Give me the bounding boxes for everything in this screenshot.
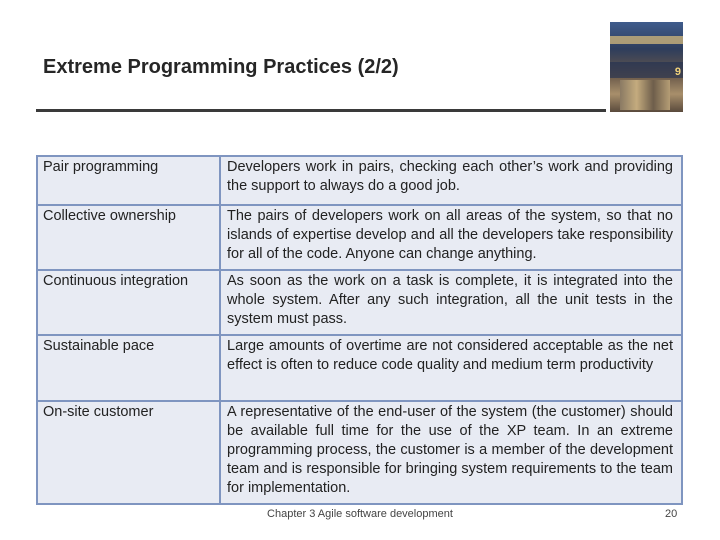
table-row <box>37 401 682 504</box>
table-row <box>37 335 682 401</box>
practice-description: Large amounts of overtime are not considered acceptable as the net effect is often to reduce code quality and medium term productivity <box>220 335 682 401</box>
slide-footer: Chapter 3 Agile software development <box>267 508 453 520</box>
practices-table <box>36 155 683 505</box>
practice-description: The pairs of developers work on all areas of the system, so that no islands of expertise develop and all the developers take responsibility for all of the code. Anyone can change anything. <box>220 205 682 270</box>
page-number: 20 <box>665 508 678 520</box>
cover-edition-number: 9 <box>674 66 681 78</box>
practice-name: Continuous integration <box>37 270 220 335</box>
book-cover-image <box>610 22 683 112</box>
practice-description: A representative of the end-user of the system (the customer) should be available full time for the use of the XP team. In an extreme programming process, the customer is a member of the development team and is responsible for bringing system requirements to the team for implementation. <box>220 401 682 504</box>
practice-name: Collective ownership <box>37 205 220 270</box>
practice-name: Pair programming <box>37 156 220 205</box>
cover-title-band <box>610 62 683 78</box>
table-row <box>37 270 682 335</box>
practice-description: As soon as the work on a task is complete, it is integrated into the whole system. After any such integration, all the unit tests in the system must pass. <box>220 270 682 335</box>
practice-description: Developers work in pairs, checking each other’s work and providing the support to always do a good job. <box>220 156 682 205</box>
practice-name: On-site customer <box>37 401 220 504</box>
cover-building <box>620 80 670 110</box>
practice-name: Sustainable pace <box>37 335 220 401</box>
table-row <box>37 205 682 270</box>
slide-title: Extreme Programming Practices (2/2) <box>43 56 399 78</box>
table-row <box>37 156 682 205</box>
title-divider <box>36 109 606 112</box>
cover-band <box>610 36 683 44</box>
